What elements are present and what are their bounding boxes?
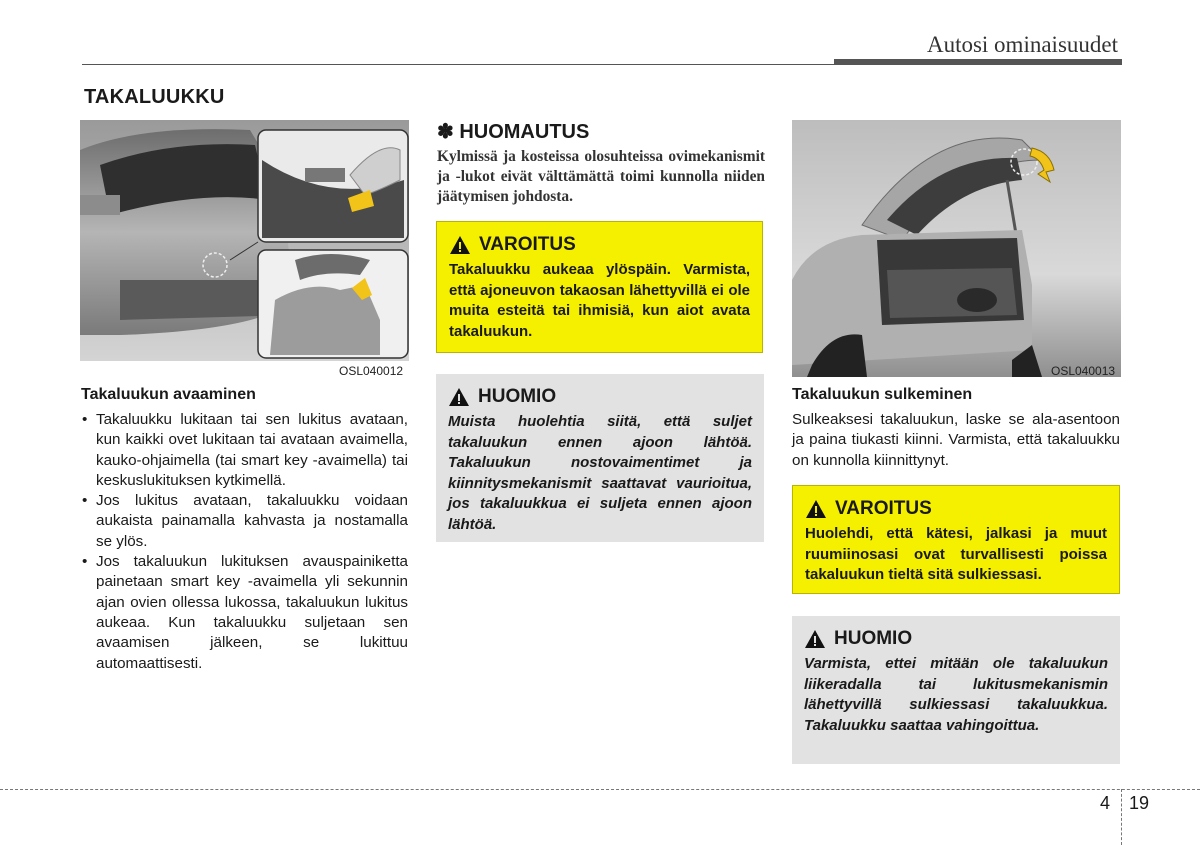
caution-box xyxy=(792,616,1120,764)
caution-box xyxy=(436,374,764,542)
running-header: Autosi ominaisuudet xyxy=(926,32,1118,57)
warning-title-row xyxy=(449,234,750,256)
page-number: 19 xyxy=(1129,793,1150,813)
asterisk-icon: ✽ xyxy=(437,121,454,143)
bullet-list xyxy=(80,410,408,674)
caution-text: Varmista, ettei mitään ole takaluukun liikeradalla tai lukitusmekanismin lähettyvillä sulkiessasi takaluukkua. Takaluukku saattaa vahingoittua. xyxy=(804,655,1108,734)
chapter-number: 4 xyxy=(1100,793,1111,813)
subsection-heading: Takaluukun avaaminen xyxy=(81,386,256,403)
notice-text: Kylmissä ja kosteissa olosuhteissa ovimekanismit ja -lukot eivät välttämättä toimi kunnolla niiden jäätymisen johdosta. xyxy=(437,148,765,205)
figure-code: OSL040012 xyxy=(339,364,404,378)
caution-text: Muista huolehtia siitä, että suljet takaluukun ennen ajoon lähtöä. Takaluukun nostovaimentimet ja kiinnitysmekanismit saattavat vaurioitua, jos takaluukkua ei suljeta ennen ajoon lähtöä. xyxy=(448,413,752,533)
bullet-item: • Jos takaluukun lukituksen avauspainiketta painetaan smart key -avaimella yli sekunnin ajan ovien ollessa lukossa, takaluukun lukitus aukeaa. Kun takaluukku suljetaan sen avaamisen jälkeen, se lukittuu automaattisesti. xyxy=(80,552,408,674)
figure-tailgate-closing xyxy=(792,120,1121,377)
bullet-item: • Takaluukku lukitaan tai sen lukitus avataan, kun kaikki ovet lukitaan tai avataan avaimella, kauko-ohjaimella (tai smart key -avaimella) tai keskuslukituksen kytkimellä. xyxy=(80,410,408,491)
closing-instructions: Sulkeaksesi takaluukun, laske se ala-asentoon ja paina tiukasti kiinni. Varmista, että takaluukku on kunnolla kiinnittynyt. xyxy=(792,411,1120,469)
warning-triangle-icon xyxy=(448,387,470,407)
caution-title: HUOMIO xyxy=(834,628,913,649)
warning-title: VAROITUS xyxy=(835,498,932,519)
warning-text: Takaluukku aukeaa ylöspäin. Varmista, että ajoneuvon takaosan lähettyvillä ei ole muita esteitä tai ihmisiä, kun aiot avata takaluukun. xyxy=(449,261,750,340)
tailgate-opening-illustration xyxy=(80,120,409,361)
figure-tailgate-opening xyxy=(80,120,409,361)
warning-title-row xyxy=(805,498,1107,520)
footer-divider xyxy=(1121,789,1122,845)
caution-title-row xyxy=(804,628,1108,650)
subsection-heading: Takaluukun sulkeminen xyxy=(792,386,973,403)
warning-triangle-icon xyxy=(449,235,471,255)
warning-text: Huolehdi, että kätesi, jalkasi ja muut ruumiinosasi ovat turvallisesti poissa takaluukun tieltä sitä sulkiessasi. xyxy=(805,525,1107,583)
warning-box xyxy=(436,221,763,353)
figure-code: OSL040013 xyxy=(1051,364,1116,378)
bullet-item: • Jos lukitus avataan, takaluukku voidaan aukaista painamalla kahvasta ja nostamalla se ylös. xyxy=(80,491,408,552)
warning-triangle-icon xyxy=(805,499,827,519)
header-rule-thick xyxy=(834,59,1122,65)
warning-title: VAROITUS xyxy=(479,234,576,255)
notice-heading xyxy=(437,119,589,144)
notice-title: HUOMAUTUS xyxy=(459,121,590,143)
caution-title: HUOMIO xyxy=(478,386,557,407)
section-title: TAKALUUKKU xyxy=(84,86,225,108)
warning-box xyxy=(792,485,1120,594)
caution-title-row xyxy=(448,386,752,408)
header-rule xyxy=(82,64,834,65)
warning-triangle-icon xyxy=(804,629,826,649)
footer-rule xyxy=(0,789,1200,790)
tailgate-closing-illustration xyxy=(792,120,1121,377)
